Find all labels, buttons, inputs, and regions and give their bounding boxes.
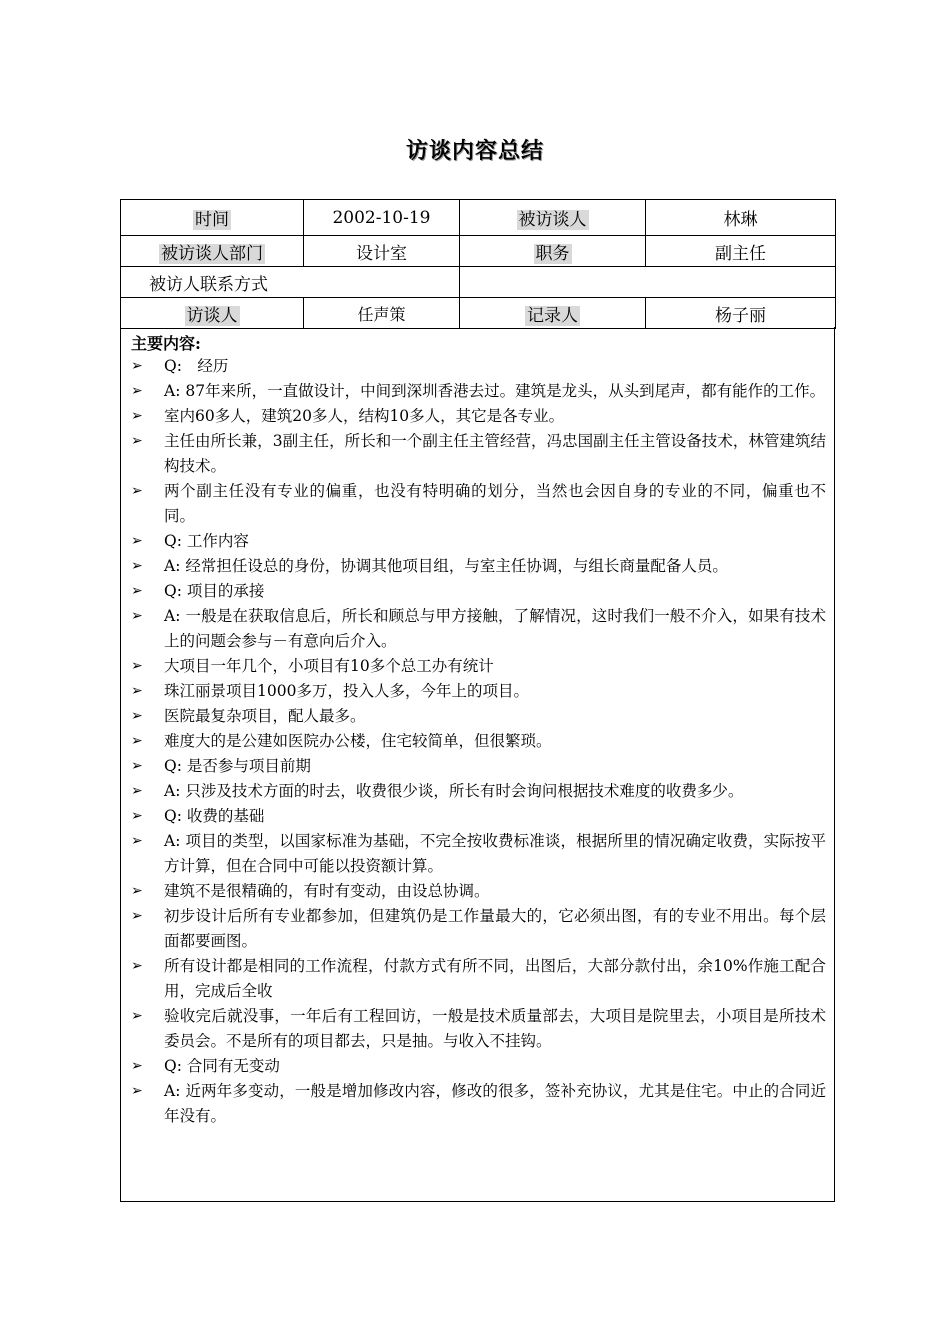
info-row-dept [121, 236, 836, 267]
list-item-text: 室内60多人，建筑20多人，结构10多人，其它是各专业。 [164, 407, 565, 425]
list-item [131, 729, 826, 754]
list-item-text: Q: 合同有无变动 [164, 1057, 280, 1075]
contact-label: 被访人联系方式 [149, 274, 268, 295]
document-title: 访谈内容总结 [405, 138, 544, 164]
arrow-bullet-icon: ➢ [131, 758, 143, 774]
list-item-text: 初步设计后所有专业都参加，但建筑仍是工作量最大的，它必须出图，有的专业不用出。每个层面都要画图。 [164, 907, 826, 950]
arrow-bullet-icon: ➢ [131, 658, 143, 674]
list-item [131, 429, 826, 479]
list-item [131, 954, 826, 1004]
dept-value: 设计室 [304, 236, 460, 267]
list-item-text: A: 一般是在获取信息后，所长和顾总与甲方接触，了解情况，这时我们一般不介入，如果有技术上的问题会参与－有意向后介入。 [164, 607, 826, 650]
arrow-bullet-icon: ➢ [131, 833, 143, 849]
info-row-interviewer [121, 298, 836, 329]
arrow-bullet-icon: ➢ [131, 733, 143, 749]
interviewer-label: 访谈人 [186, 305, 238, 326]
time-label: 时间 [195, 210, 229, 230]
list-item-text: 大项目一年几个，小项目有10多个总工办有统计 [164, 657, 494, 675]
arrow-bullet-icon: ➢ [131, 883, 143, 899]
list-item-text: Q: 收费的基础 [164, 807, 265, 825]
arrow-bullet-icon: ➢ [131, 908, 143, 924]
list-item-text: 建筑不是很精确的，有时有变动，由设总协调。 [164, 882, 490, 900]
interviewee-value: 林琳 [646, 200, 836, 236]
list-item-text: A: 近两年多变动，一般是增加修改内容，修改的很多，签补充协议，尤其是住宅。中止的合同近年没有。 [164, 1082, 826, 1125]
list-item [131, 829, 826, 879]
recorder-value: 杨子丽 [646, 298, 836, 329]
list-item-text: 难度大的是公建如医院办公楼，住宅较简单，但很繁琐。 [164, 732, 552, 750]
content-list [131, 354, 826, 1129]
list-item [131, 554, 826, 579]
list-item-text: 两个副主任没有专业的偏重，也没有特明确的划分，当然也会因自身的专业的不同，偏重也不同。 [164, 482, 826, 525]
arrow-bullet-icon: ➢ [131, 783, 143, 799]
info-row-contact [121, 267, 836, 298]
arrow-bullet-icon: ➢ [131, 1008, 143, 1024]
arrow-bullet-icon: ➢ [131, 483, 143, 499]
list-item [131, 1054, 826, 1079]
list-item [131, 604, 826, 654]
interviewer-value: 任声策 [304, 298, 460, 329]
list-item-text: Q: 经历 [164, 357, 229, 375]
list-item [131, 579, 826, 604]
list-item [131, 654, 826, 679]
list-item-text: A: 经常担任设总的身份，协调其他项目组，与室主任协调，与组长商量配备人员。 [164, 557, 728, 575]
list-item-text: 验收完后就没事，一年后有工程回访，一般是技术质量部去，大项目是院里去，小项目是所技术委员会。不是所有的项目都去，只是抽。与收入不挂钩。 [164, 1007, 826, 1050]
recorder-label: 记录人 [527, 305, 578, 326]
list-item [131, 379, 826, 404]
arrow-bullet-icon: ➢ [131, 408, 143, 424]
list-item [131, 804, 826, 829]
list-item [131, 754, 826, 779]
arrow-bullet-icon: ➢ [131, 583, 143, 599]
arrow-bullet-icon: ➢ [131, 1083, 143, 1099]
interview-info-table [120, 199, 836, 329]
arrow-bullet-icon: ➢ [131, 708, 143, 724]
list-item [131, 679, 826, 704]
list-item-text: 医院最复杂项目，配人最多。 [164, 707, 366, 725]
list-item [131, 704, 826, 729]
list-item-text: A: 只涉及技术方面的时去，收费很少谈，所长有时会询问根据技术难度的收费多少。 [164, 782, 744, 800]
list-item-text: A: 项目的类型，以国家标准为基础，不完全按收费标准谈，根据所里的情况确定收费，实际按平方计算，但在合同中可能以投资额计算。 [164, 832, 826, 875]
contact-value [460, 267, 836, 298]
list-item [131, 479, 826, 529]
list-item [131, 354, 826, 379]
list-item-text: Q: 项目的承接 [164, 582, 265, 600]
arrow-bullet-icon: ➢ [131, 558, 143, 574]
arrow-bullet-icon: ➢ [131, 433, 143, 449]
arrow-bullet-icon: ➢ [131, 358, 143, 374]
arrow-bullet-icon: ➢ [131, 608, 143, 624]
position-label: 职务 [535, 243, 570, 264]
list-item-text: 主任由所长兼，3副主任，所长和一个副主任主管经营，冯忠国副主任主管设备技术，林管建筑结构技术。 [164, 432, 826, 475]
arrow-bullet-icon: ➢ [131, 808, 143, 824]
main-content-label: 主要内容: [131, 334, 201, 353]
position-value: 副主任 [646, 236, 836, 267]
interviewee-label: 被访谈人 [518, 210, 587, 230]
list-item-text: Q: 工作内容 [164, 532, 249, 550]
list-item [131, 404, 826, 429]
time-value: 2002-10-19 [304, 200, 460, 236]
arrow-bullet-icon: ➢ [131, 1058, 143, 1074]
list-item-text: Q: 是否参与项目前期 [164, 757, 311, 775]
list-item [131, 904, 826, 954]
list-item [131, 879, 826, 904]
list-item [131, 1079, 826, 1129]
list-item [131, 1004, 826, 1054]
list-item [131, 529, 826, 554]
dept-label: 被访谈人部门 [161, 243, 263, 264]
info-row-time [121, 200, 836, 236]
list-item [131, 779, 826, 804]
arrow-bullet-icon: ➢ [131, 958, 143, 974]
arrow-bullet-icon: ➢ [131, 683, 143, 699]
list-item-text: 所有设计都是相同的工作流程，付款方式有所不同，出图后，大部分款付出，余10%作施工配合用，完成后全收 [164, 957, 826, 1000]
arrow-bullet-icon: ➢ [131, 533, 143, 549]
arrow-bullet-icon: ➢ [131, 383, 143, 399]
list-item-text: 珠江丽景项目1000多万，投入人多，今年上的项目。 [164, 682, 529, 700]
list-item-text: A: 87年来所，一直做设计，中间到深圳香港去过。建筑是龙头，从头到尾声，都有能作的工作。 [164, 382, 826, 400]
